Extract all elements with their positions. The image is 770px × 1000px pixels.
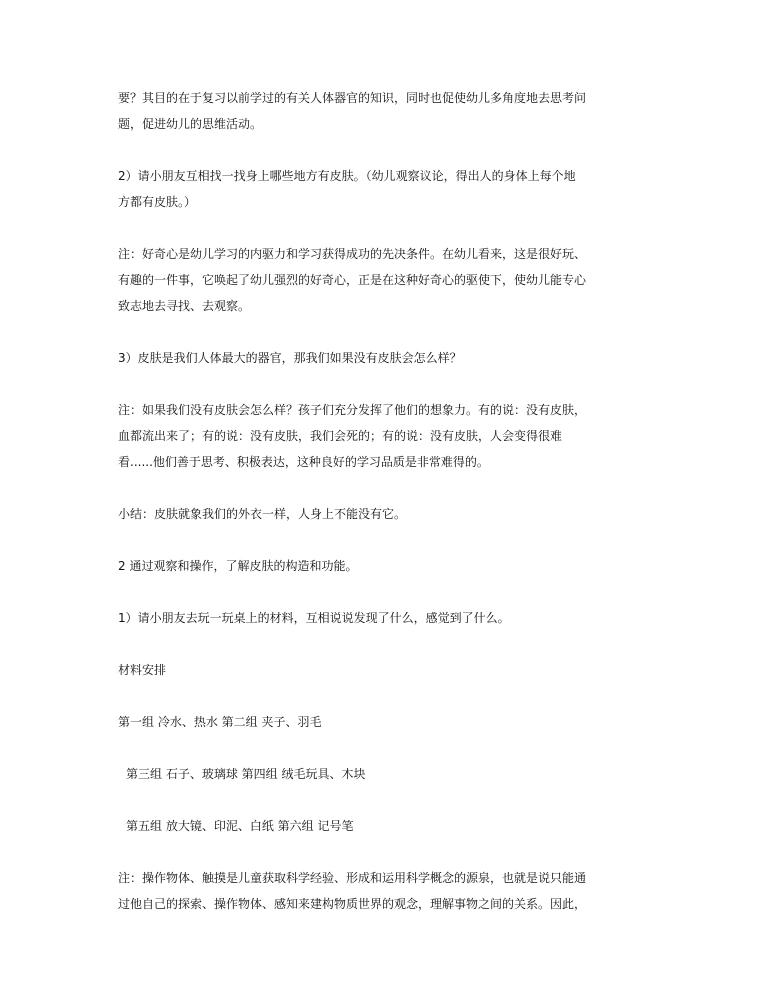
text-line: 过他自己的探索、操作物体、感知来建构物质世界的观念，理解事物之间的关系。因此， [118, 897, 587, 911]
text-line: 注：好奇心是幼儿学习的内驱力和学习获得成功的先决条件。在幼儿看来，这是很好玩、 [118, 247, 587, 261]
paragraph-summary [118, 501, 658, 527]
paragraph-step-3-largest-organ [118, 345, 658, 371]
text-line: 第三组 石子、玻璃球 第四组 绒毛玩具、木块 [126, 767, 366, 781]
text-line: 致志地去寻找、去观察。 [118, 299, 251, 313]
text-line: 题，促进幼儿的思维活动。 [118, 117, 263, 131]
text-line: 第五组 放大镜、印泥、白纸 第六组 记号笔 [126, 819, 354, 833]
paragraph-groups-1-2 [118, 709, 658, 735]
text-line: 3）皮肤是我们人体最大的器官，那我们如果没有皮肤会怎么样？ [118, 351, 462, 365]
paragraph-note-imagination [118, 397, 658, 475]
text-line: 注：如果我们没有皮肤会怎么样？孩子们充分发挥了他们的想象力。有的说：没有皮肤， [118, 403, 587, 417]
paragraph-step-2-find-skin [118, 163, 658, 215]
paragraph-section-2-heading [118, 553, 658, 579]
text-line: 材料安排 [118, 663, 167, 677]
text-line: 第一组 冷水、热水 第二组 夹子、羽毛 [118, 715, 322, 729]
text-line: 看......他们善于思考、积极表达，这种良好的学习品质是非常难得的。 [118, 455, 489, 469]
text-line: 方都有皮肤。） [118, 195, 197, 209]
paragraph-review-purpose [118, 85, 658, 137]
text-line: 2 通过观察和操作，了解皮肤的构造和功能。 [118, 559, 358, 573]
paragraph-note-operation [118, 865, 658, 917]
text-line: 注：操作物体、触摸是儿童获取科学经验、形成和运用科学概念的源泉，也就是说只能通 [118, 871, 587, 885]
text-line: 有趣的一件事，它唤起了幼儿强烈的好奇心，正是在这种好奇心的驱使下，使幼儿能专心 [118, 273, 587, 287]
paragraph-materials-heading [118, 657, 658, 683]
text-line: 2）请小朋友互相找一找身上哪些地方有皮肤。（幼儿观察议论，得出人的身体上每个地 [118, 169, 576, 183]
paragraph-note-curiosity [118, 241, 658, 319]
text-line: 1）请小朋友去玩一玩桌上的材料，互相说说发现了什么，感觉到了什么。 [118, 611, 510, 625]
text-line: 小结：皮肤就象我们的外衣一样，人身上不能没有它。 [118, 507, 407, 521]
paragraph-step-1-materials [118, 605, 658, 631]
paragraph-groups-5-6 [118, 813, 666, 839]
text-line: 要？其目的在于复习以前学过的有关人体器官的知识，同时也促使幼儿多角度地去思考问 [118, 91, 587, 105]
text-line: 血都流出来了；有的说：没有皮肤，我们会死的；有的说：没有皮肤，人会变得很难 [118, 429, 563, 443]
paragraph-groups-3-4 [118, 761, 666, 787]
